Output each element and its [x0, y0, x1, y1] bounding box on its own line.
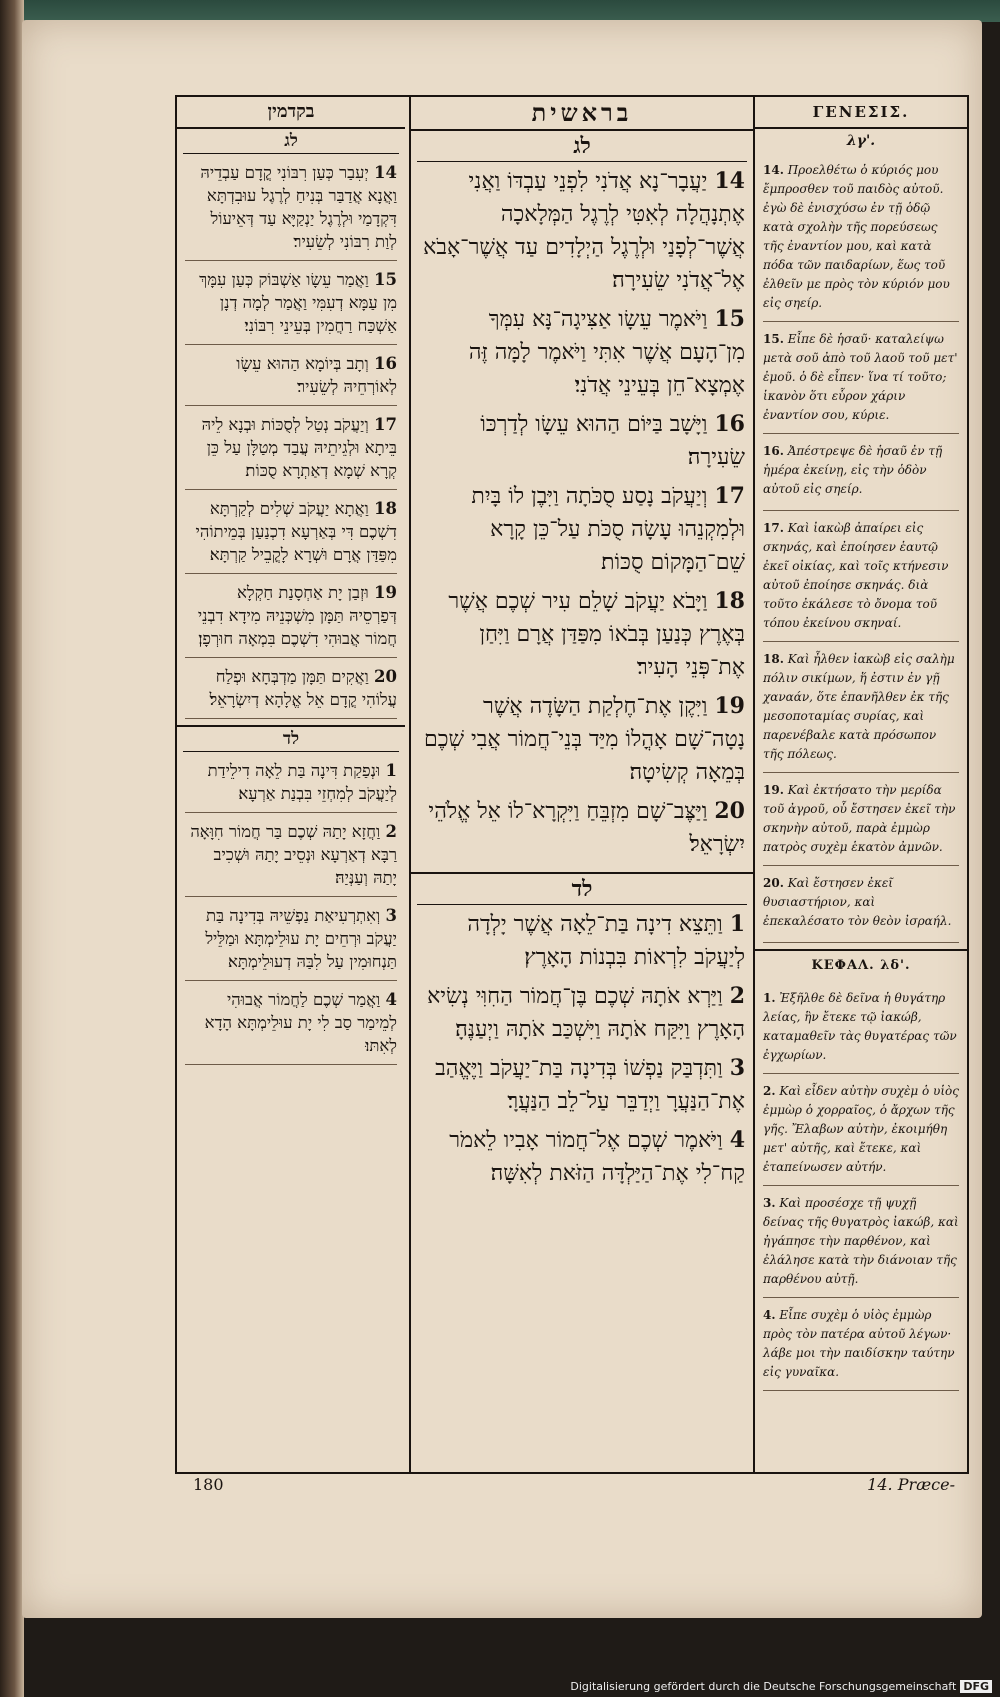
- verse-text: Εἶπε συχὲμ ὁ υἱὸς ἐμμὼρ πρὸς τὸν πατέρα αὐτοῦ λέγων· λάβε μοι τὴν παιδίσκην ταύτην εἰς γυναῖκα.: [763, 1308, 955, 1379]
- verse-number: 20: [714, 798, 745, 824]
- verse: [419, 905, 745, 977]
- verse-text: וַיָּשָׁב בַּיּוֹם הַהוּא עֵשָׂו לְדַרְכּוֹ שֵׂעִירָה׃: [480, 412, 745, 470]
- catchword: 14. Præce-: [867, 1475, 955, 1494]
- verse-text: וַיֹּאמֶר שְׁכֶם אֶל־חֲמוֹר אָבִיו לֵאמֹר קַח־לִי אֶת־הַיַּלְדָּה הַזֹּאת לְאִשָּׁה׃: [449, 1128, 745, 1186]
- verse-text: וַחֲזָא יָתַהּ שְׁכֶם בַּר חֲמוֹר חִוָּאָה רַבָּא דְאַרְעָא וּנְסֵיב יָתַהּ וּשְׁכִיב יָתַהּ וְעַנְּיַהּ׃: [190, 822, 397, 887]
- verse: [763, 1074, 959, 1186]
- targum-ch34-verses: [177, 752, 405, 1065]
- verse-number: 4: [385, 990, 397, 1009]
- verse: [763, 773, 959, 866]
- hebrew-chapter-34: לד: [417, 874, 747, 905]
- verse-text: Καὶ ἔστησεν ἐκεῖ θυσιαστήριον, καὶ ἐπεκαλέσατο τὸν θεὸν ἰσραήλ.: [763, 876, 952, 928]
- verse: [185, 981, 397, 1065]
- hebrew-ch34-verses: [411, 905, 753, 1193]
- verse-text: וְאִתְרְעִיאַת נַפְשֵׁיהּ בְּדִינָה בַּת יַעֲקֹב וּרְחֵים יָת עוּלֵימְתָּא וּמַלֵּיל תַּנְחוּמִין עַל לִבַּהּ דְעוּלֵימְתָּא׃: [205, 906, 397, 971]
- dfg-logo: DFG: [960, 1680, 992, 1693]
- targum-header: בקדמין: [177, 97, 405, 129]
- verse: [763, 642, 959, 773]
- verse-text: וַיַּרְא אֹתָהּ שְׁכֶם בֶּן־חֲמוֹר הַחִוִּי נְשִׂיא הָאָרֶץ וַיִּקַּח אֹתָהּ וַיִּשְׁכַּב אֹתָהּ וַיְעַנֶּהָ׃: [427, 984, 745, 1042]
- verse: [763, 511, 959, 642]
- verse: [419, 1049, 745, 1121]
- verse: [419, 582, 745, 687]
- verse: [185, 154, 397, 261]
- verse-text: וְתָב בְּיוֹמָא הַהוּא עֵשָׂו לְאוֹרְחֵיהּ לְשֵׂעִיר׃: [236, 354, 397, 396]
- verse: [763, 981, 959, 1074]
- targum-ch33-verses: [177, 154, 405, 719]
- verse-text: Ἐξῆλθε δὲ δεῖνα ἡ θυγάτηρ λείας, ἣν ἔτεκε τῷ ἰακώβ, καταμαθεῖν τὰς θυγατέρας τῶν ἐγχωρίων.: [763, 991, 957, 1062]
- hebrew-column: [409, 97, 755, 1472]
- verse-text: וַאֲתָא יַעֲקֹב שְׁלִים לְקַרְתָּא דִשְׁכֶם דִּי בְּאַרְעָא דִכְנַעַן בְּמֵיתוֹהִי מִפַּדַּן אֲרָם וּשְׁרָא לָקֳבֵיל קַרְתָּא׃: [195, 499, 397, 564]
- verse-text: וַאֲמַר שְׁכֶם לַחֲמוֹר אֲבוּהִי לְמֵימַר סַב לִי יָת עוּלֵימְתָּא הָדָא לְאִתּוּ׃: [204, 990, 397, 1055]
- verse: [419, 792, 745, 864]
- verse-number: 4.: [763, 1308, 776, 1322]
- verse: [185, 574, 397, 658]
- verse-number: 18: [374, 499, 397, 518]
- verse-text: יְעִבַר כְּעַן רִבּוֹנִי קֳדָם עַבְדֵיהּ וַאֲנָא אֲדַבַּר בְּנִיחַ לְרֶגֶל עוּבִדְתָּא דִּקְדָמַי וּלְרֶגֶל יַנְקַיָּא עַד דְּאֵיעוֹל לְוַת רִבּוֹנִי לְשֵׂעִיר׃: [200, 163, 397, 251]
- targum-chapter-33: לג: [183, 129, 399, 154]
- verse-number: 2: [385, 822, 397, 841]
- page-number: 180: [193, 1475, 224, 1494]
- verse-number: 3: [729, 1055, 745, 1081]
- verse-number: 16.: [763, 444, 784, 458]
- verse-number: 19.: [763, 783, 784, 797]
- verse: [419, 162, 745, 300]
- verse-text: וַיַּצֶּב־שָׁם מִזְבֵּחַ וַיִּקְרָא־לוֹ אֵל אֱלֹהֵי יִשְׂרָאֵל׃: [428, 799, 745, 857]
- verse-text: Καὶ προσέσχε τῇ ψυχῇ δείνας τῆς θυγατρὸς ἰακώβ, καὶ ἠγάπησε τὴν παρθένον, καὶ ἐλάλησε κατὰ τὴν διάνοιαν τῆς παρθένου αὐτῇ.: [763, 1196, 959, 1286]
- verse-number: 4: [729, 1127, 745, 1153]
- verse-number: 3: [385, 906, 397, 925]
- hebrew-header: בראשית: [411, 97, 753, 131]
- verse-number: 17.: [763, 521, 784, 535]
- greek-chapter-34: ΚΕΦΑΛ. λδ'.: [811, 958, 911, 973]
- verse-text: וְיַעֲקֹב נְטַל לְסֻכּוֹת וּבְנָא לֵיהּ בֵּיתָא וּלְגֵיתֵיהּ עֲבַד מְטַלָּן עַל כֵּן קְרָא שְׁמָא דְאַתְרָא סֻכּוֹת׃: [201, 415, 397, 480]
- verse-number: 14: [374, 163, 397, 182]
- verse-number: 16: [714, 411, 745, 437]
- verse: [763, 322, 959, 434]
- verse-text: Καὶ ἦλθεν ἰακὼβ εἰς σαλὴμ πόλιν σικίμων, ἥ ἐστιν ἐν γῇ χαναάν, ὅτε ἐπανῆλθεν ἐκ τῆς μεσοποταμίας συρίας, καὶ παρενέβαλε κατὰ πρόσωπον τῆς πόλεως.: [763, 652, 955, 761]
- verse-text: Καὶ εἶδεν αὐτὴν συχὲμ ὁ υἱὸς ἐμμὼρ ὁ χορραῖος, ὁ ἄρχων τῆς γῆς. Ἔλαβων αὐτὴν, ἐκοιμήθη μετ' αὐτῆς, καὶ ἔτεκε, καὶ ἐταπείνωσεν αὐτήν.: [763, 1084, 959, 1174]
- verse: [185, 490, 397, 574]
- verse-number: 18: [714, 588, 745, 614]
- verse: [419, 405, 745, 477]
- verse-text: וַאֲקִים תַּמָּן מַדְבְּחָא וּפְלַח עֲלוֹהִי קֳדָם אֵל אֱלָהָא דְיִשְׂרָאֵל׃: [209, 667, 397, 709]
- verse-number: 14.: [763, 163, 784, 177]
- polyglot-text-frame: [175, 95, 969, 1474]
- verse-text: וַיֹּאמֶר עֵשָׂו אַצִּיגָה־נָּא עִמְּךָ מִן־הָעָם אֲשֶׁר אִתִּי וַיֹּאמֶר לָמָּה זֶּה אֶמְצָא־חֵן בְּעֵינֵי אֲדֹנִי׃: [468, 307, 745, 398]
- verse-number: 17: [374, 415, 397, 434]
- verse-text: Ἀπέστρεψε δὲ ἡσαῦ ἐν τῇ ἡμέρα ἐκείνῃ, εἰς τὴν ὁδὸν αὐτοῦ εἰς σηείρ.: [763, 444, 943, 496]
- verse-text: וּנְפַקַת דִּינָה בַּת לֵאָה דִילֵידַת לְיַעֲקֹב לְמִחְזֵי בִּבְנַת אַרְעָא׃: [207, 761, 397, 803]
- digitization-credit: [570, 1680, 992, 1693]
- verse-text: Καὶ ἐκτήσατο τὴν μερίδα τοῦ ἀγροῦ, οὗ ἔστησεν ἐκεῖ τὴν σκηνὴν αὐτοῦ, παρὰ ἐμμὼρ πατρὸς συχὲμ ἑκατὸν ἀμνῶν.: [763, 783, 956, 854]
- verse-number: 1: [385, 761, 397, 780]
- verse-number: 18.: [763, 652, 784, 666]
- credit-text: Digitalisierung gefördert durch die Deutsche Forschungsgemeinschaft: [570, 1680, 957, 1693]
- verse-number: 15: [714, 306, 745, 332]
- verse-number: 1.: [763, 991, 776, 1005]
- verse-text: Προελθέτω ὁ κύριός μου ἔμπροσθεν τοῦ παιδὸς αὐτοῦ. ἐγὼ δὲ ἐνισχύσω ἐν τῇ ὁδῷ κατὰ σχολὴν τῆς πορεύσεως τῆς ἐναντίον μου, καὶ κατὰ πόδα τῶν παιδαρίων, ἕως τοῦ ἐλθεῖν με πρὸς τὸν κύριόν μου εἰς σηείρ.: [763, 163, 950, 310]
- verse-number: 1: [729, 911, 745, 937]
- book-binding: [0, 0, 24, 1697]
- verse: [185, 406, 397, 490]
- hebrew-ch33-verses: [411, 162, 753, 864]
- verse: [185, 752, 397, 813]
- verse: [763, 153, 959, 322]
- verse: [185, 813, 397, 897]
- verse-number: 17: [714, 483, 745, 509]
- verse: [185, 658, 397, 719]
- verse-number: 16: [374, 354, 397, 373]
- verse-number: 19: [374, 583, 397, 602]
- verse-text: וַאֲמַר עֵשָׂו אַשְׁבּוֹק כְּעַן עִמָּךְ מִן עַמָּא דְעִמִּי וַאֲמַר לְמָה דְנָן אַשְׁכַּח רַחֲמִין בְּעֵינֵי רִבּוֹנִי׃: [199, 270, 397, 335]
- verse: [185, 345, 397, 406]
- verse: [419, 977, 745, 1049]
- verse-text: וְיַעֲקֹב נָסַע סֻכֹּתָה וַיִּבֶן לוֹ בָּיִת וּלְמִקְנֵהוּ עָשָׂה סֻכֹּת עַל־כֵּן קָרָא שֵׁם־הַמָּקוֹם סֻכּוֹת׃: [471, 484, 745, 575]
- targum-chapter-34: לד: [183, 727, 399, 752]
- verse-number: 15: [374, 270, 397, 289]
- verse-text: וּזְבַן יָת אַחְסָנַת חַקְלָא דְּפַרְסֵיהּ תַּמָּן מִשְׁכְּנֵיהּ מִידָא דִבְנֵי חֲמוֹר אֲבוּהִי דִשְׁכֶם בִּמְאָה חוּרְפָן׃: [197, 583, 397, 648]
- verse: [419, 1121, 745, 1193]
- verse: [419, 300, 745, 405]
- verse: [185, 897, 397, 981]
- verse-text: וַתֵּצֵא דִינָה בַּת־לֵאָה אֲשֶׁר יָלְדָה לְיַעֲקֹב לִרְאוֹת בִּבְנוֹת הָאָרֶץ׃: [467, 912, 745, 970]
- greek-ch34-verses: [755, 981, 967, 1391]
- verse-number: 2: [729, 983, 745, 1009]
- hebrew-chapter-33: לג: [417, 131, 747, 162]
- verse: [763, 866, 959, 943]
- verse: [763, 434, 959, 511]
- greek-ch33-verses: [755, 153, 967, 943]
- verse: [763, 1298, 959, 1391]
- verse-number: 3.: [763, 1196, 776, 1210]
- greek-chapter-33: λγ'.: [846, 133, 876, 149]
- verse-number: 20: [374, 667, 397, 686]
- verse-number: 2.: [763, 1084, 776, 1098]
- verse-number: 20.: [763, 876, 784, 890]
- verse: [419, 687, 745, 792]
- verse-text: יַעֲבָר־נָא אֲדֹנִי לִפְנֵי עַבְדּוֹ וַאֲנִי אֶתְנָהֲלָה לְאִטִּי לְרֶגֶל הַמְּלָאכָה אֲשֶׁר־לְפָנַי וּלְרֶגֶל הַיְלָדִים עַד אֲשֶׁר־אָבֹא אֶל־אֲדֹנִי שֵׂעִירָה׃: [423, 169, 745, 293]
- verse: [185, 261, 397, 345]
- verse-text: Εἶπε δὲ ἡσαῦ· καταλείψω μετὰ σοῦ ἀπὸ τοῦ λαοῦ τοῦ μετ' ἐμοῦ. ὁ δὲ εἶπεν· ἵνα τί τοῦτο; ἱκανὸν ὅτι εὗρον χάριν ἐναντίον σου, κύριε.: [763, 332, 958, 422]
- targum-column: [177, 97, 405, 1472]
- verse-text: וַתִּדְבַּק נַפְשׁוֹ בְּדִינָה בַּת־יַעֲקֹב וַיֶּאֱהַב אֶת־הַנַּעֲרָ וַיְדַבֵּר עַל־לֵב הַנַּעֲרָ׃: [435, 1056, 745, 1114]
- verse-number: 14: [714, 168, 745, 194]
- verse-number: 19: [714, 693, 745, 719]
- verse-text: וַיָּבֹא יַעֲקֹב שָׁלֵם עִיר שְׁכֶם אֲשֶׁר בְּאֶרֶץ כְּנַעַן בְּבֹאוֹ מִפַּדַּן אֲרָם וַיִּחַן אֶת־פְּנֵי הָעִיר׃: [448, 589, 745, 680]
- book-edge-top: [0, 0, 1000, 22]
- verse-text: Καὶ ἰακὼβ ἀπαίρει εἰς σκηνάς, καὶ ἐποίησεν ἑαυτῷ ἐκεῖ οἰκίας, καὶ τοῖς κτήνεσιν αὐτοῦ ἐποίησε σκηνάς. διὰ τοῦτο ἐκάλεσε τὸ ὄνομα τοῦ τόπου ἐκείνου σκηναί.: [763, 521, 949, 630]
- verse-text: וַיִּקֶן אֶת־חֶלְקַת הַשָּׂדֶה אֲשֶׁר נָטָה־שָׁם אָהֳלוֹ מִיַּד בְּנֵי־חֲמוֹר אֲבִי שְׁכֶם בְּמֵאָה קְשִׂיטָה׃: [423, 694, 745, 785]
- verse: [419, 477, 745, 582]
- greek-header: ΓΕΝΕΣΙΣ.: [755, 97, 967, 129]
- verse-number: 15.: [763, 332, 784, 346]
- verse: [763, 1186, 959, 1298]
- greek-column: [755, 97, 967, 1472]
